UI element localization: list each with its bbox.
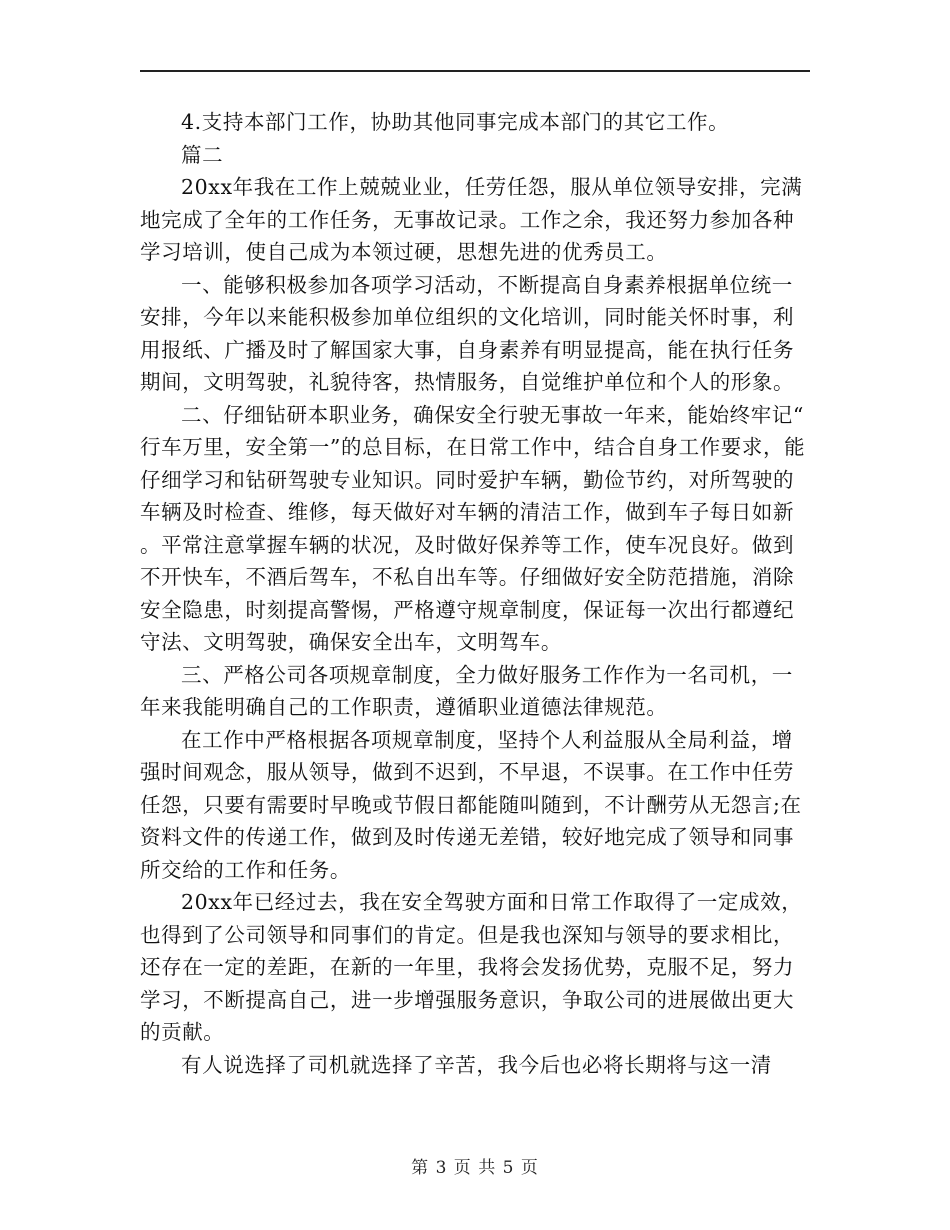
paragraph-intro: 20xx年我在工作上兢兢业业，任劳任怨，服从单位领导安排，完满地完成了全年的工作任务，无事故记录。工作之余，我还努力参加各种学习培训，使自己成为本领过硬，思想先进的优秀员工。 [140,175,803,264]
paragraph-point-three: 三、严格公司各项规章制度，全力做好服务工作作为一名司机，一年来我能明确自己的工作职责，遵循职业道德法律规范。 [140,662,793,719]
section-heading: 篇二 [181,142,224,167]
header-divider [140,70,810,72]
paragraph-item-1: 4.支持本部门工作，协助其他同事完成本部门的其它工作。 [181,110,730,134]
page-number: 第 3 页 共 5 页 [411,1158,539,1178]
paragraph-point-two: 二、仔细钻研本职业务，确保安全行驶无事故一年来，能始终牢记“行车万里，安全第一”的总目标，在日常工作中，结合自身工作要求，能仔细学习和钻研驾驶专业知识。同时爱护车辆，勤俭节约，对所驾驶的车辆及时检查、维修，每天做好对车辆的清洁工作，做到车子每日如新。平常注意掌握车辆的状况，及时做好保养等工作，使车况良好。做到不开快车，不酒后驾车，不私自出车等。仔细做好安全防范措施，消除安全隐患，时刻提高警惕，严格遵守规章制度，保证每一次出行都遵纪守法、文明驾驶，确保安全出车，文明驾车。 [140,402,806,654]
paragraph-rules: 在工作中严格根据各项规章制度，坚持个人利益服从全局利益，增强时间观念，服从领导，做到不迟到，不早退，不误事。在工作中任劳任怨，只要有需要时早晚或节假日都能随叫随到，不计酬劳从无怨言;在资料文件的传递工作，做到及时传递无差错，较好地完成了领导和同事所交给的工作和任务。 [140,727,802,882]
paragraph-summary: 20xx年已经过去，我在安全驾驶方面和日常工作取得了一定成效，也得到了公司领导和同事们的肯定。但是我也深知与领导的要求相比，还存在一定的差距，在新的一年里，我将会发扬优势，克服不足，努力学习，不断提高自己，进一步增强服务意识，争取公司的进展做出更大的贡献。 [140,890,803,1044]
document-body [140,106,812,1081]
paragraph-closing: 有人说选择了司机就选择了辛苦，我今后也必将长期将与这一清 [181,1052,772,1077]
paragraph-point-one: 一、能够积极参加各项学习活动，不断提高自身素养根据单位统一安排，今年以来能积极参加单位组织的文化培训，同时能关怀时事，利用报纸、广播及时了解国家大事，自身素养有明显提高，能在执行任务期间，文明驾驶，礼貌待客，热情服务，自觉维护单位和个人的形象。 [140,272,795,394]
